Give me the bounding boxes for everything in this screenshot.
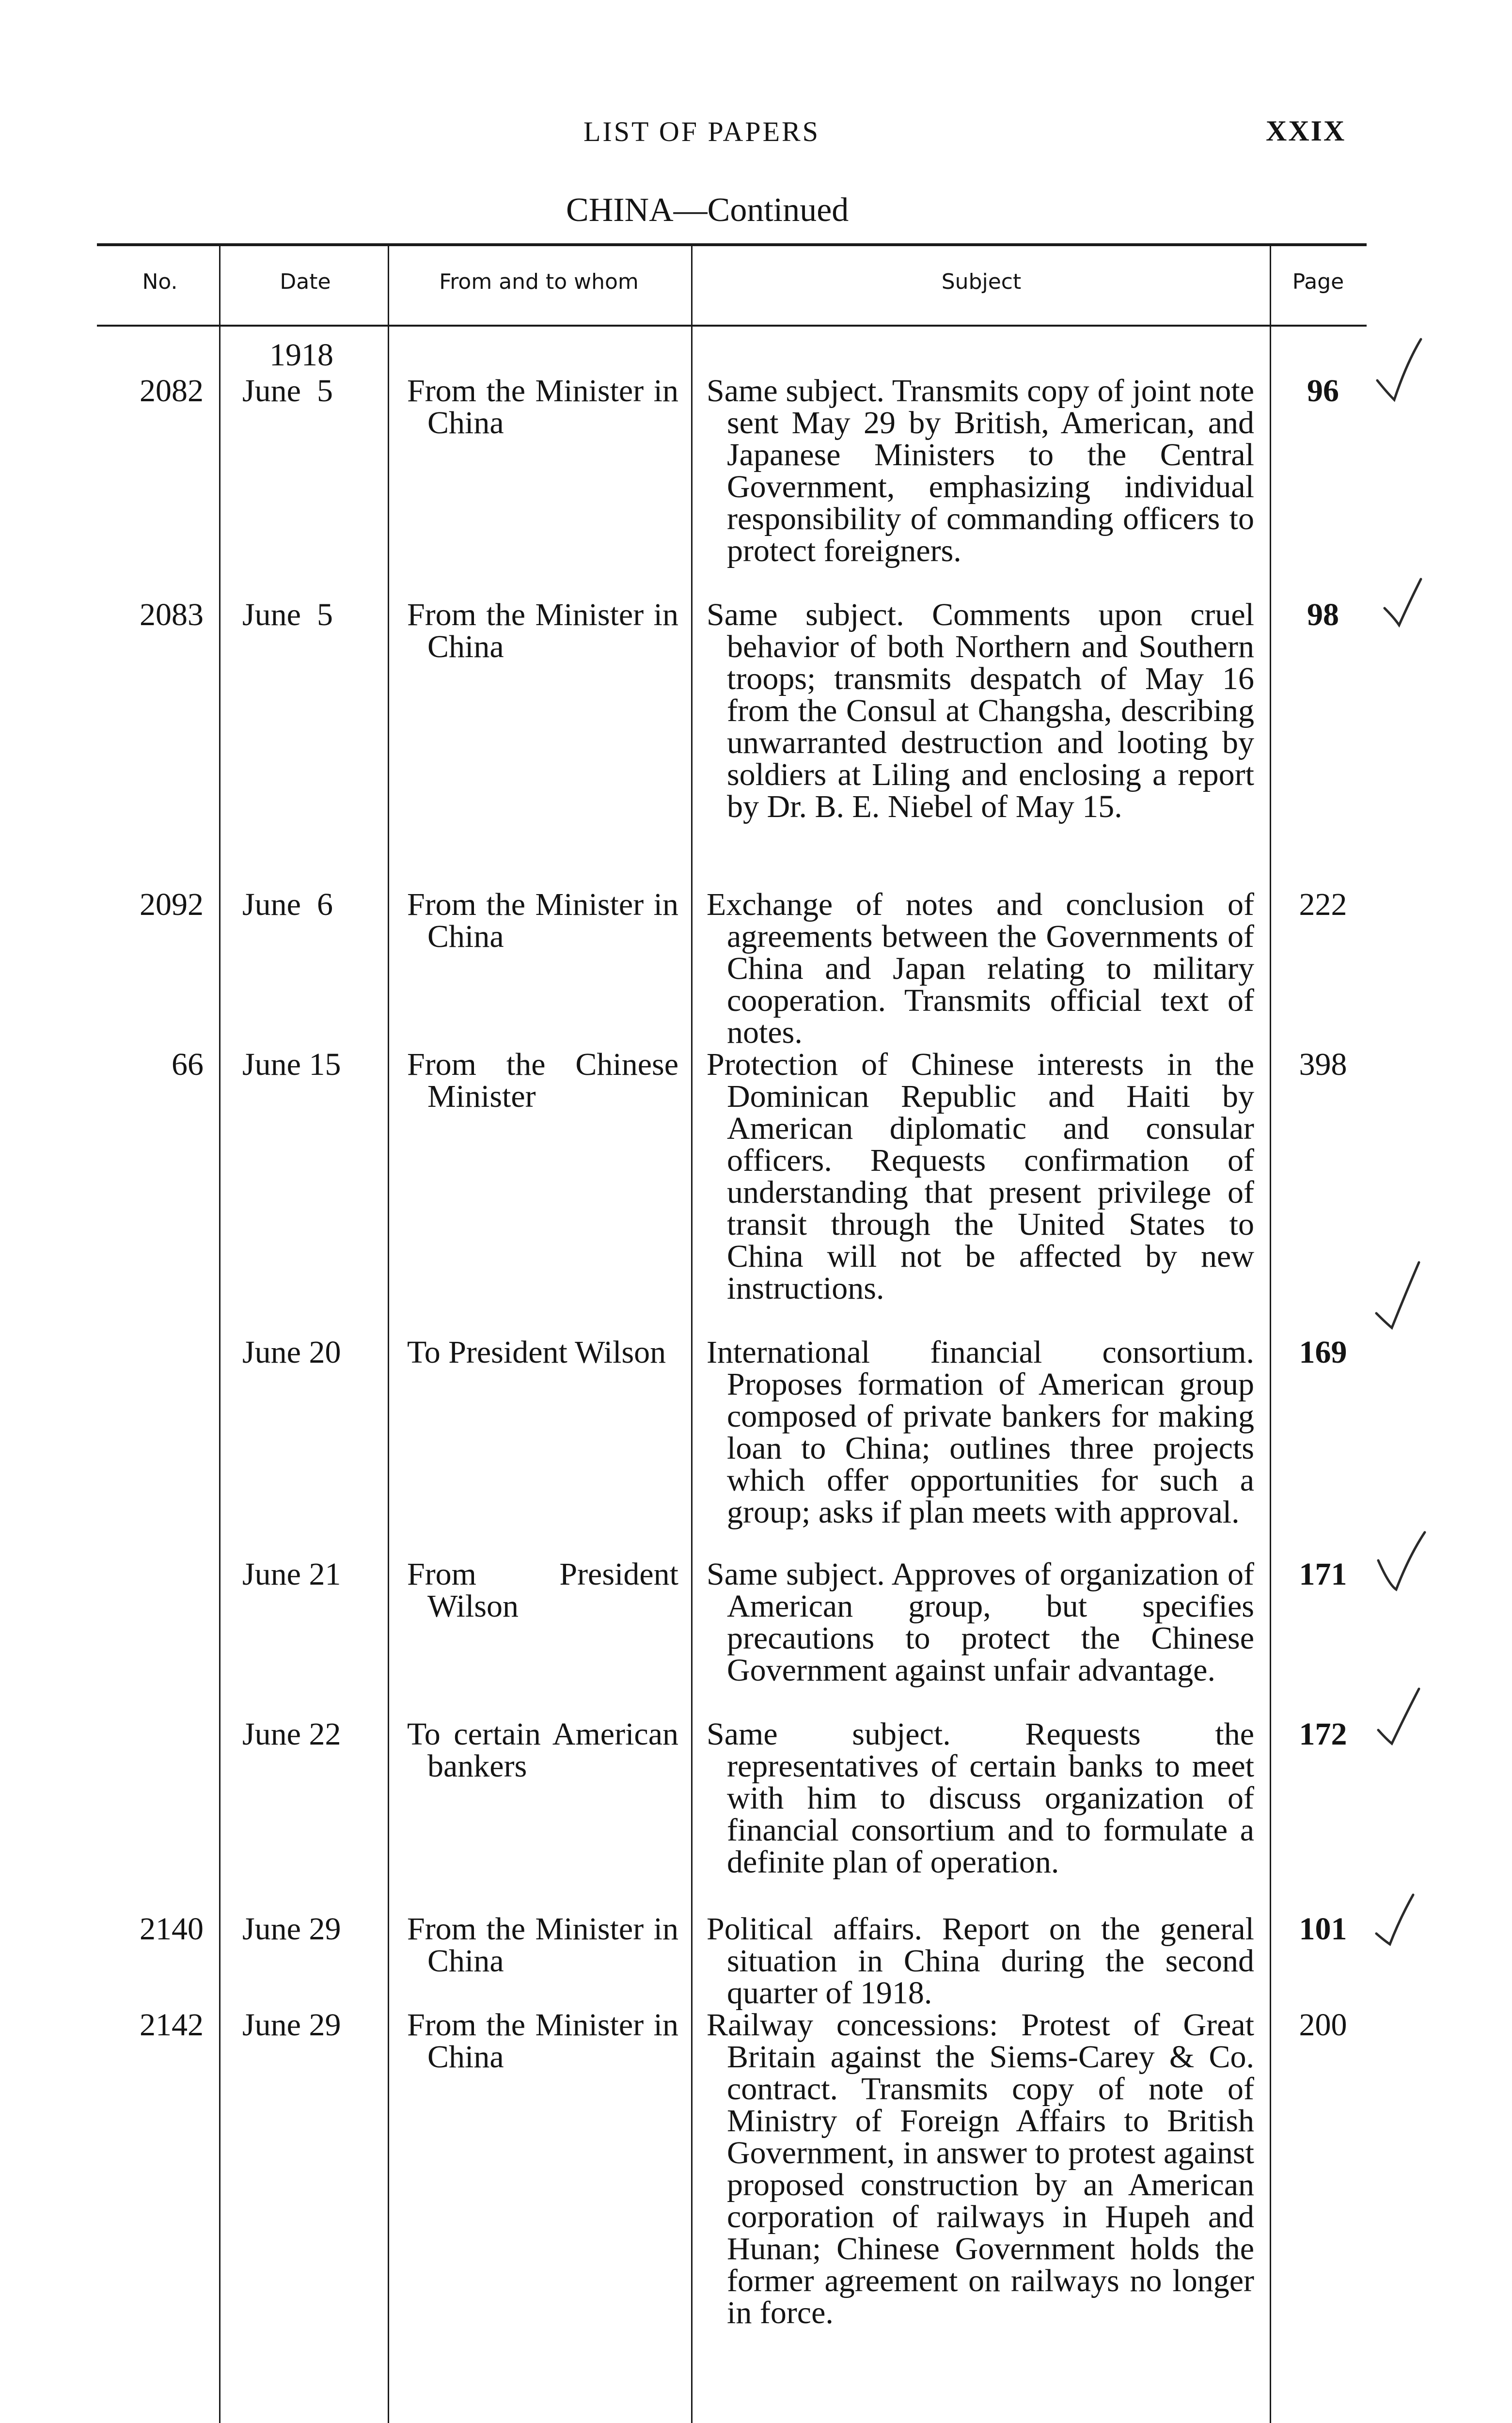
row-subject: Exchange of notes and conclusion of agreements between the Governments of China and Japan relating to military cooperation. Transmits official text of notes. xyxy=(707,887,1254,1050)
row-subject: Same subject. Requests the representatives of certain banks to meet with him to discuss organization of financial consortium and to formulate a definite plan of operation. xyxy=(707,1716,1254,1880)
row-subject: Same subject. Transmits copy of joint note sent May 29 by British, American, and Japanese Ministers to the Central Government, emphasizing individual responsibility of commanding officers to protect foreigners. xyxy=(707,373,1254,568)
row-number: 66 xyxy=(172,1047,204,1082)
row-date: June 5 xyxy=(242,597,333,632)
row-date: June 29 xyxy=(242,1911,341,1947)
row-from-to: To certain American bankers xyxy=(407,1716,678,1784)
row-from-to: From the Minister in China xyxy=(407,597,678,664)
row-from-to: To President Wilson xyxy=(407,1335,666,1370)
row-subject: Railway concessions: Protest of Great Britain against the Siems-Carey & Co. contract. Transmits copy of note of Ministry of Foreign Affairs to British Government, in answer to protest against proposed construction by an American corporation of railways in Hupeh and Hunan; Chinese Government holds the former agreement on railways no longer in force. xyxy=(707,2007,1254,2330)
row-page: 172 xyxy=(1299,1716,1347,1752)
check-icon xyxy=(1377,569,1431,642)
row-date: June 22 xyxy=(242,1716,341,1752)
column-header-subject: Subject xyxy=(941,269,1022,294)
column-header-from-to: From and to whom xyxy=(439,269,639,294)
row-date: June 29 xyxy=(242,2007,341,2043)
row-page: 169 xyxy=(1299,1335,1347,1370)
row-subject: Same subject. Approves of organization of American group, but specifies precautions to protect the Chinese Government against unfair advantage. xyxy=(707,1557,1254,1688)
column-header-date: Date xyxy=(280,269,331,294)
row-subject: Same subject. Comments upon cruel behavior of both Northern and Southern troops; transmits despatch of May 16 from the Consul at Changsha, describing unwarranted destruction and looting by soldiers at Liling and enclosing a report by Dr. B. E. Niebel of May 15. xyxy=(707,597,1254,824)
running-title: LIST OF PAPERS xyxy=(583,116,820,147)
row-date: June 21 xyxy=(242,1557,341,1592)
check-icon xyxy=(1370,1880,1423,1953)
row-page: 200 xyxy=(1299,2007,1347,2043)
row-number: 2082 xyxy=(140,373,204,409)
row-from-to: From the Minister in China xyxy=(407,887,678,954)
row-date: June 6 xyxy=(242,887,333,922)
row-date: June 20 xyxy=(242,1335,341,1370)
row-from-to: From the Minister in China xyxy=(407,1911,678,1979)
column-divider-3 xyxy=(691,245,693,2423)
row-subject: Political affairs. Report on the general situation in China during the second quarter of 1918. xyxy=(707,1911,1254,2011)
row-number: 2142 xyxy=(140,2007,204,2043)
check-icon xyxy=(1371,1260,1425,1333)
row-page: 398 xyxy=(1299,1047,1347,1082)
row-subject: Protection of Chinese interests in the Dominican Republic and Haiti by American diplomatic and consular officers. Requests confirmation of understanding that present privilege of transit through the United States to China will not be affected by new instructions. xyxy=(707,1047,1254,1306)
check-icon xyxy=(1372,334,1426,407)
row-from-to: From President Wilson xyxy=(407,1557,678,1624)
column-header-page: Page xyxy=(1292,269,1344,294)
header-bottom-rule xyxy=(97,325,1367,327)
check-icon xyxy=(1374,1526,1428,1599)
column-divider-2 xyxy=(388,245,389,2423)
check-icon xyxy=(1372,1682,1426,1754)
column-divider-1 xyxy=(219,245,220,2423)
table-top-rule xyxy=(97,243,1367,246)
row-page: 98 xyxy=(1307,597,1339,632)
year-label: 1918 xyxy=(269,337,333,373)
row-page: 171 xyxy=(1299,1557,1347,1592)
row-date: June 15 xyxy=(242,1047,341,1082)
row-from-to: From the Chinese Minister xyxy=(407,1047,678,1114)
column-divider-4 xyxy=(1270,245,1271,2423)
row-date: June 5 xyxy=(242,373,333,409)
row-subject: International financial consortium. Proposes formation of American group composed of private bankers for making loan to China; outlines three projects which offer opportunities for such a group; asks if plan meets with approval. xyxy=(707,1335,1254,1530)
row-page: 101 xyxy=(1299,1911,1347,1947)
row-number: 2083 xyxy=(140,597,204,632)
row-number: 2140 xyxy=(140,1911,204,1947)
page-number: XXIX xyxy=(1266,115,1346,147)
row-from-to: From the Minister in China xyxy=(407,2007,678,2075)
row-page: 222 xyxy=(1299,887,1347,922)
row-number: 2092 xyxy=(140,887,204,922)
row-page: 96 xyxy=(1307,373,1339,409)
column-header-no: No. xyxy=(142,269,178,294)
row-from-to: From the Minister in China xyxy=(407,373,678,441)
section-title: CHINA—Continued xyxy=(566,191,849,229)
